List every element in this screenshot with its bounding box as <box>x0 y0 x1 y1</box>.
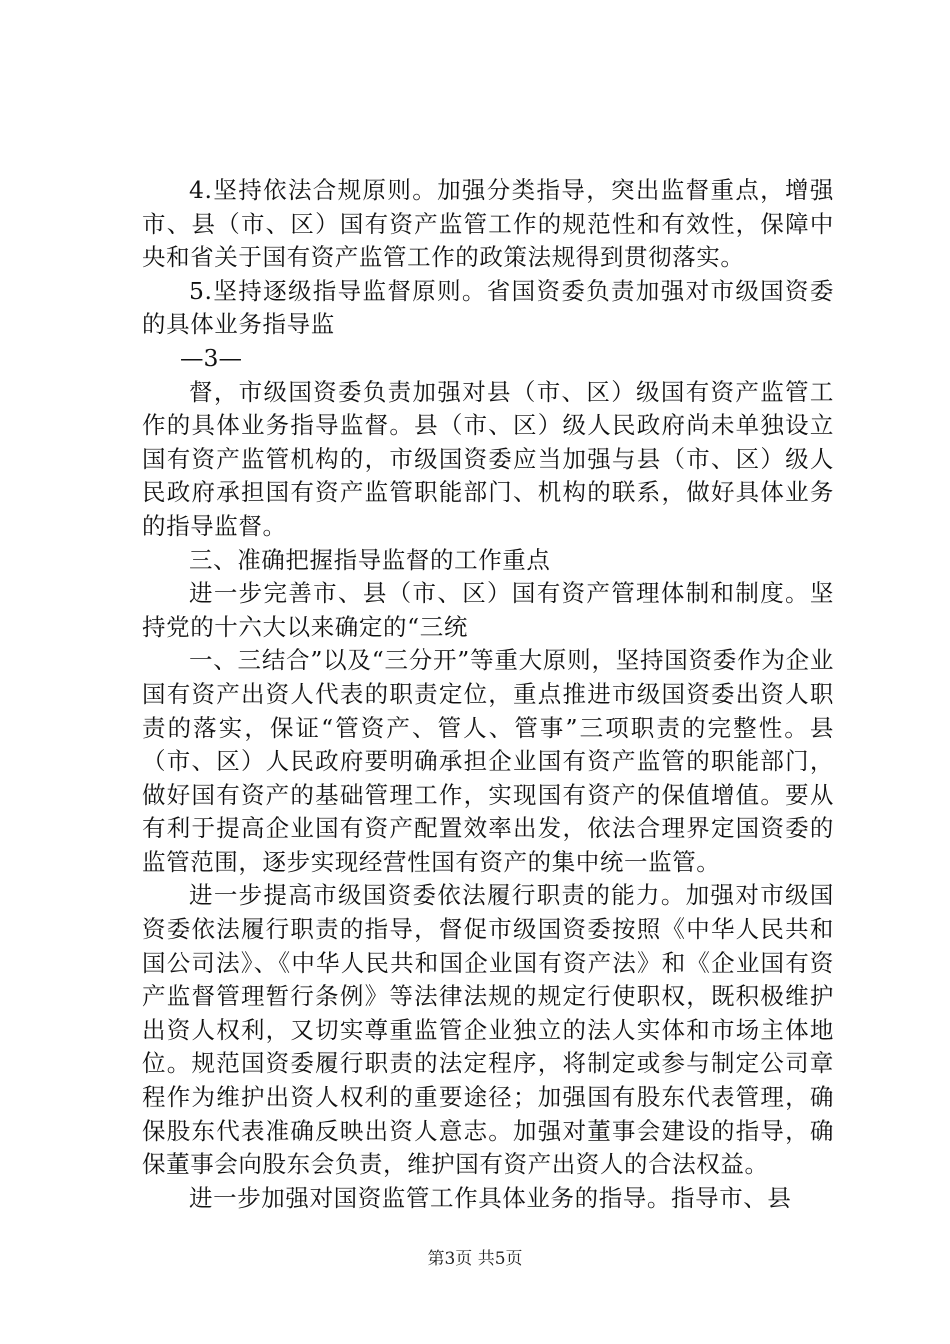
page-footer: 第3页 共5页 <box>427 1249 523 1269</box>
paragraph-three-principles: 一、三结合”以及“三分开”等重大原则，坚持国资委作为企业国有资产出资人代表的职责定位，重点推进市级国资委出资人职责的落实，保证“管资产、管人、管事”三项职责的完整性。县（市、区）人民政府要明确承担企业国有资产监管的职能部门，做好国有资产的基础管理工作，实现国有资产的保值增值。要从有利于提高企业国有资产配置效率出发，依法合理界定国资委的监管范围，逐步实现经营性国有资产的集中统一监管。 <box>142 646 834 876</box>
paragraph-principle-4: 4.坚持依法合规原则。加强分类指导，突出监督重点，增强市、县（市、区）国有资产监管工作的规范性和有效性，保障中央和省关于国有资产监管工作的政策法规得到贯彻落实。 <box>142 176 834 272</box>
paragraph-supervision-continued: 督，市级国资委负责加强对县（市、区）级国有资产监管工作的具体业务指导监督。县（市、区）级人民政府尚未单独设立国有资产监管机构的，市级国资委应当加强与县（市、区）级人民政府承担国有资产监管职能部门、机构的联系，做好具体业务的指导监督。 <box>142 377 834 540</box>
paragraph-business-guidance: 进一步加强对国资监管工作具体业务的指导。指导市、县 <box>189 1183 792 1212</box>
paragraph-improve-system: 进一步完善市、县（市、区）国有资产管理体制和制度。坚持党的十六大以来确定的“三统 <box>142 579 834 641</box>
document-body <box>142 174 834 1215</box>
paragraph-improve-ability: 进一步提高市级国资委依法履行职责的能力。加强对市级国资委依法履行职责的指导，督促市级国资委按照《中华人民共和国公司法》、《中华人民共和国企业国有资产法》和《企业国有资产监督管理暂行条例》等法律法规的规定行使职权，既积极维护出资人权利，又切实尊重监管企业独立的法人实体和市场主体地位。规范国资委履行职责的法定程序，将制定或参与制定公司章程作为维护出资人权利的重要途径；加强国有股东代表管理，确保股东代表准确反映出资人意志。加强对董事会建设的指导，确保董事会向股东会负责，维护国有资产出资人的合法权益。 <box>142 881 834 1179</box>
section-heading-3: 三、准确把握指导监督的工作重点 <box>189 545 551 574</box>
page-number-marker: —3— <box>180 343 242 372</box>
paragraph-principle-5: 5.坚持逐级指导监督原则。省国资委负责加强对市级国资委的具体业务指导监 <box>142 276 834 339</box>
